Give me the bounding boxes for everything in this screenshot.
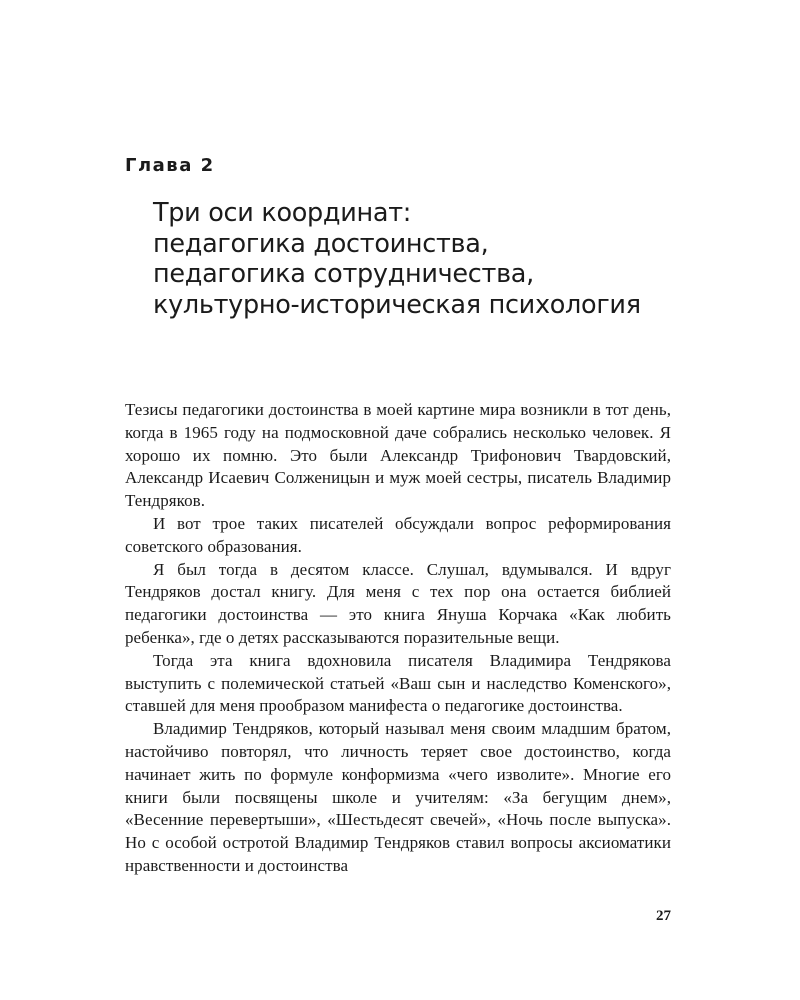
page-number: 27: [656, 908, 671, 924]
chapter-title-line: культурно-историческая психология: [153, 289, 641, 320]
body-text: [125, 399, 671, 878]
chapter-title-line: педагогика сотрудничества,: [153, 259, 534, 289]
chapter-title-line: Три оси координат:: [153, 198, 412, 228]
paragraph: Владимир Тендряков, который называл меня своим младшим братом, настойчиво повторял, что личность теряет свое достоинство, когда начинает жить по формуле конформизма «чего изволите». Многие его книги были посвящены школе и учителям: «За бегущим днем», «Весенние перевертыши», «Шестьдесят свечей», «Ночь после выпуска». Но с особой остротой Владимир Тендряков ставил вопросы аксиоматики нравственности и достоинства: [125, 719, 671, 875]
chapter-title-line: педагогика достоинства,: [153, 228, 489, 259]
paragraph: И вот трое таких писателей обсуждали вопрос реформирования советского образования.: [125, 513, 671, 556]
chapter-title: [153, 198, 713, 320]
paragraph: Тогда эта книга вдохновила писателя Владимира Тендрякова выступить с полемической статьей «Ваш сын и наследство Коменского», ставшей для меня прообразом манифеста о педагогике достоинства.: [125, 650, 671, 716]
paragraph: Я был тогда в десятом классе. Слушал, вдумывался. И вдруг Тендряков достал книгу. Для меня с тех пор она остается библией педагогики достоинства — это книга Януша Корчака «Как любить ребенка», где о детях рассказываются поразительные вещи.: [125, 559, 671, 647]
paragraph: Тезисы педагогики достоинства в моей картине мира возникли в тот день, когда в 1965 году на подмосковной даче собрались несколько человек. Я хорошо их помню. Это были Александр Трифонович Твардовский, Александр Исаевич Солженицын и муж моей сестры, писатель Владимир Тендряков.: [125, 400, 671, 511]
chapter-label: Глава 2: [125, 155, 215, 176]
